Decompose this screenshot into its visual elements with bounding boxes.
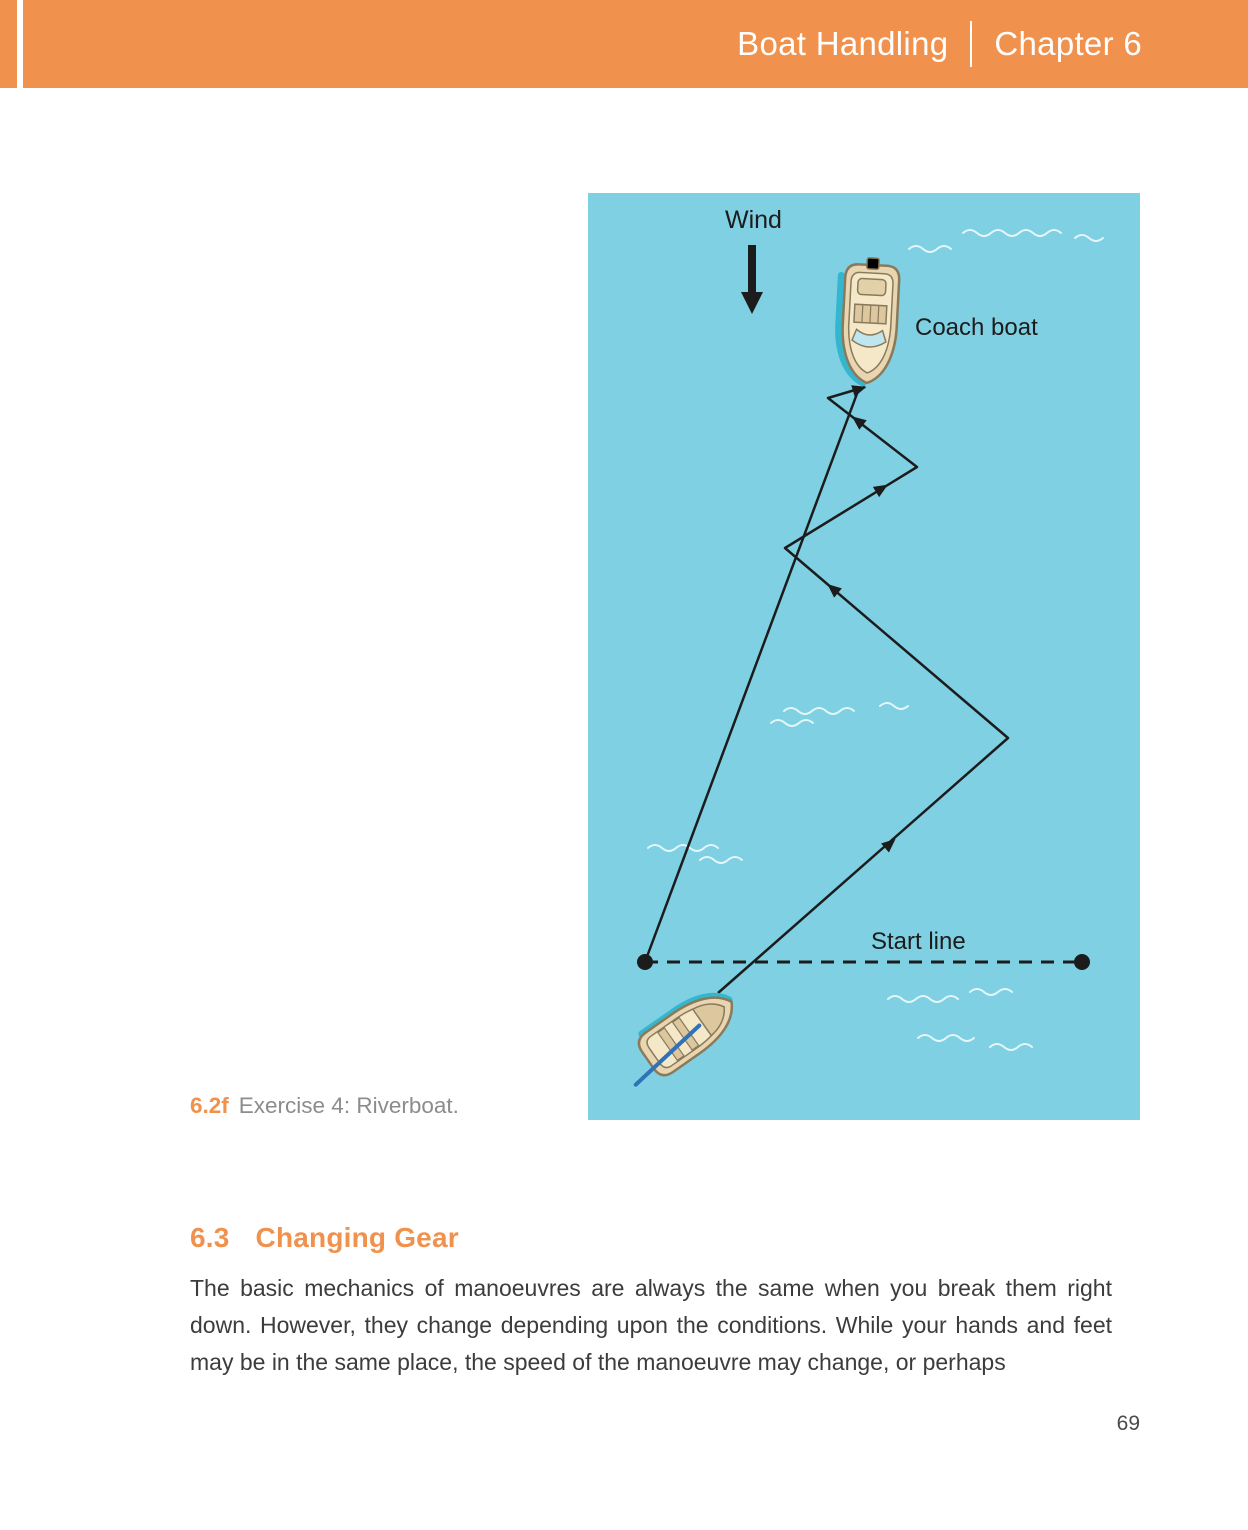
header-divider [970, 21, 972, 67]
course-arrow [873, 480, 891, 498]
wind-label: Wind [725, 206, 782, 234]
exercise-diagram [588, 193, 1140, 1120]
section-number: 6.3 [190, 1222, 230, 1253]
header-section-title: Boat Handling [737, 25, 949, 62]
section-title: Changing Gear [255, 1222, 459, 1253]
start-mark-starboard [1074, 954, 1090, 970]
coach-boat-illustration [836, 256, 900, 384]
body-paragraph: The basic mechanics of manoeuvres are always the same when you break them right down. However, they change depending upon the conditions. While your hands and feet may be in the same place, the speed of the manoeuvre may change, or perhaps [190, 1275, 1112, 1375]
chapter-header [0, 0, 1248, 88]
diagram-canvas [588, 193, 1140, 1120]
layline-port [645, 391, 858, 962]
header-accent-stripe [17, 0, 23, 88]
start-mark-port [637, 954, 653, 970]
section-heading [190, 1222, 459, 1254]
course-path [718, 387, 1008, 993]
sail-dinghy-illustration [614, 981, 745, 1093]
figure-caption [190, 1093, 459, 1119]
header-titles [737, 0, 1142, 88]
coach-boat-label: Coach boat [915, 314, 1038, 341]
figure-caption-text: Exercise 4: Riverboat. [238, 1093, 459, 1118]
page-number: 69 [1116, 1412, 1140, 1435]
figure-caption-number: 6.2f [190, 1093, 229, 1118]
wind-arrow [741, 245, 763, 314]
header-chapter-label: Chapter 6 [994, 25, 1142, 62]
start-line-label: Start line [871, 928, 966, 955]
